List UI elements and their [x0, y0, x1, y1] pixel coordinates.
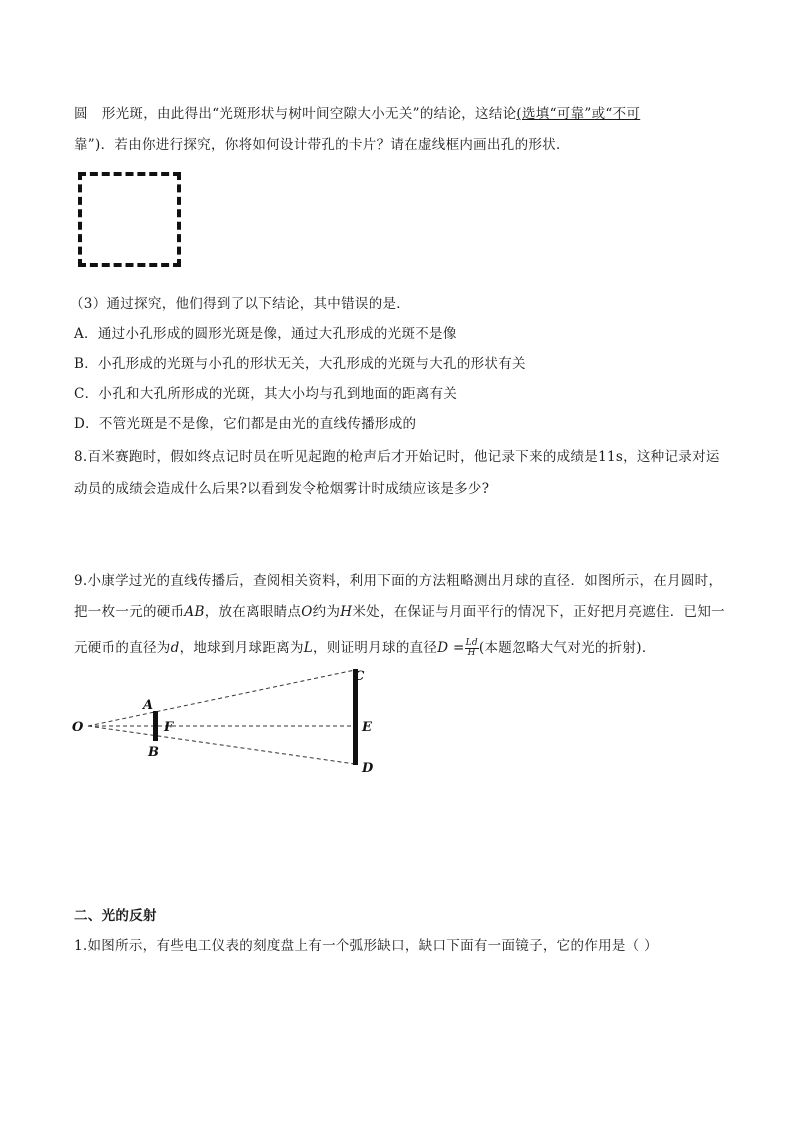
q7-answer-blank: (选填“可靠”或“不可	[516, 106, 641, 122]
q8-line-1: 8.百米赛跑时，假如终点记时员在听见起跑的枪声后才开始记时，他记录下来的成绩是11s，这种记录对运	[74, 449, 720, 465]
var-l: L	[303, 640, 314, 656]
q7-line-2: 靠”)．若由你进行探究，你将如何设计带孔的卡片？请在虚线框内画出孔的形状．	[74, 137, 570, 153]
q8-line-2: 动员的成绩会造成什么后果?以看到发令枪烟雾计时成绩应该是多少?	[74, 481, 490, 497]
q7-option-b: B．小孔形成的光斑与小孔的形状无关，大孔形成的光斑与大孔的形状有关	[74, 356, 526, 372]
label-o: O	[72, 720, 84, 735]
q7-line1-text: 形光斑，由此得出“光斑形状与树叶间空隙大小无关”的结论，这结论	[101, 106, 517, 122]
label-c: C	[354, 669, 365, 684]
label-e: E	[362, 720, 372, 735]
label-a: A	[143, 698, 154, 713]
section-2-question-1: 1.如图所示，有些电工仪表的刻度盘上有一个弧形缺口，缺口下面有一面镜子，它的作用是（ ）	[74, 938, 658, 954]
section-2-title: 二、光的反射	[74, 908, 157, 924]
q7-option-c: C．小孔和大孔所形成的光斑，其大小均与孔到地面的距离有关	[74, 386, 458, 402]
q7-option-d: D．不管光斑是不是像，它们都是由光的直线传播形成的	[74, 416, 417, 432]
q9-line-2: 把一枚一元的硬币AB，放在离眼睛点O约为H米处，在保证与月面平行的情况下，正好把月亮遮住．已知一	[74, 604, 725, 620]
q7-line1-start: 圆	[74, 106, 88, 122]
ray-to-d	[88, 726, 355, 764]
q9-line-1: 9.小康学过光的直线传播后，查阅相关资料，利用下面的方法粗略测出月球的直径．如图所示，在月圆时，	[74, 573, 723, 589]
var-o: O	[301, 604, 313, 620]
moon-diameter-diagram	[66, 660, 396, 780]
ray-to-c	[88, 670, 355, 726]
label-f: F	[164, 720, 174, 735]
formula-fraction: $\frac{Ld}{H}$	[465, 638, 478, 658]
coin-ab	[153, 711, 158, 741]
hole-shape-dashed-box	[78, 172, 181, 267]
var-d: d	[170, 640, 180, 656]
formula-d: D =	[437, 640, 465, 656]
var-ab: AB	[184, 604, 205, 620]
q7-line-1	[74, 104, 640, 124]
q7-option-a: A．通过小孔形成的圆形光斑是像，通过大孔形成的光斑不是像	[74, 326, 457, 342]
label-b: B	[148, 745, 159, 760]
q9-line-3: 元硬币的直径为d，地球到月球距离为L，则证明月球的直径D = $\frac{Ld}{H}$ (本题忽略大气对光的折射)．	[74, 638, 656, 658]
var-h: H	[340, 604, 353, 620]
label-d: D	[362, 761, 374, 776]
q7-subquestion-3: （3）通过探究，他们得到了以下结论，其中错误的是．	[70, 296, 411, 312]
